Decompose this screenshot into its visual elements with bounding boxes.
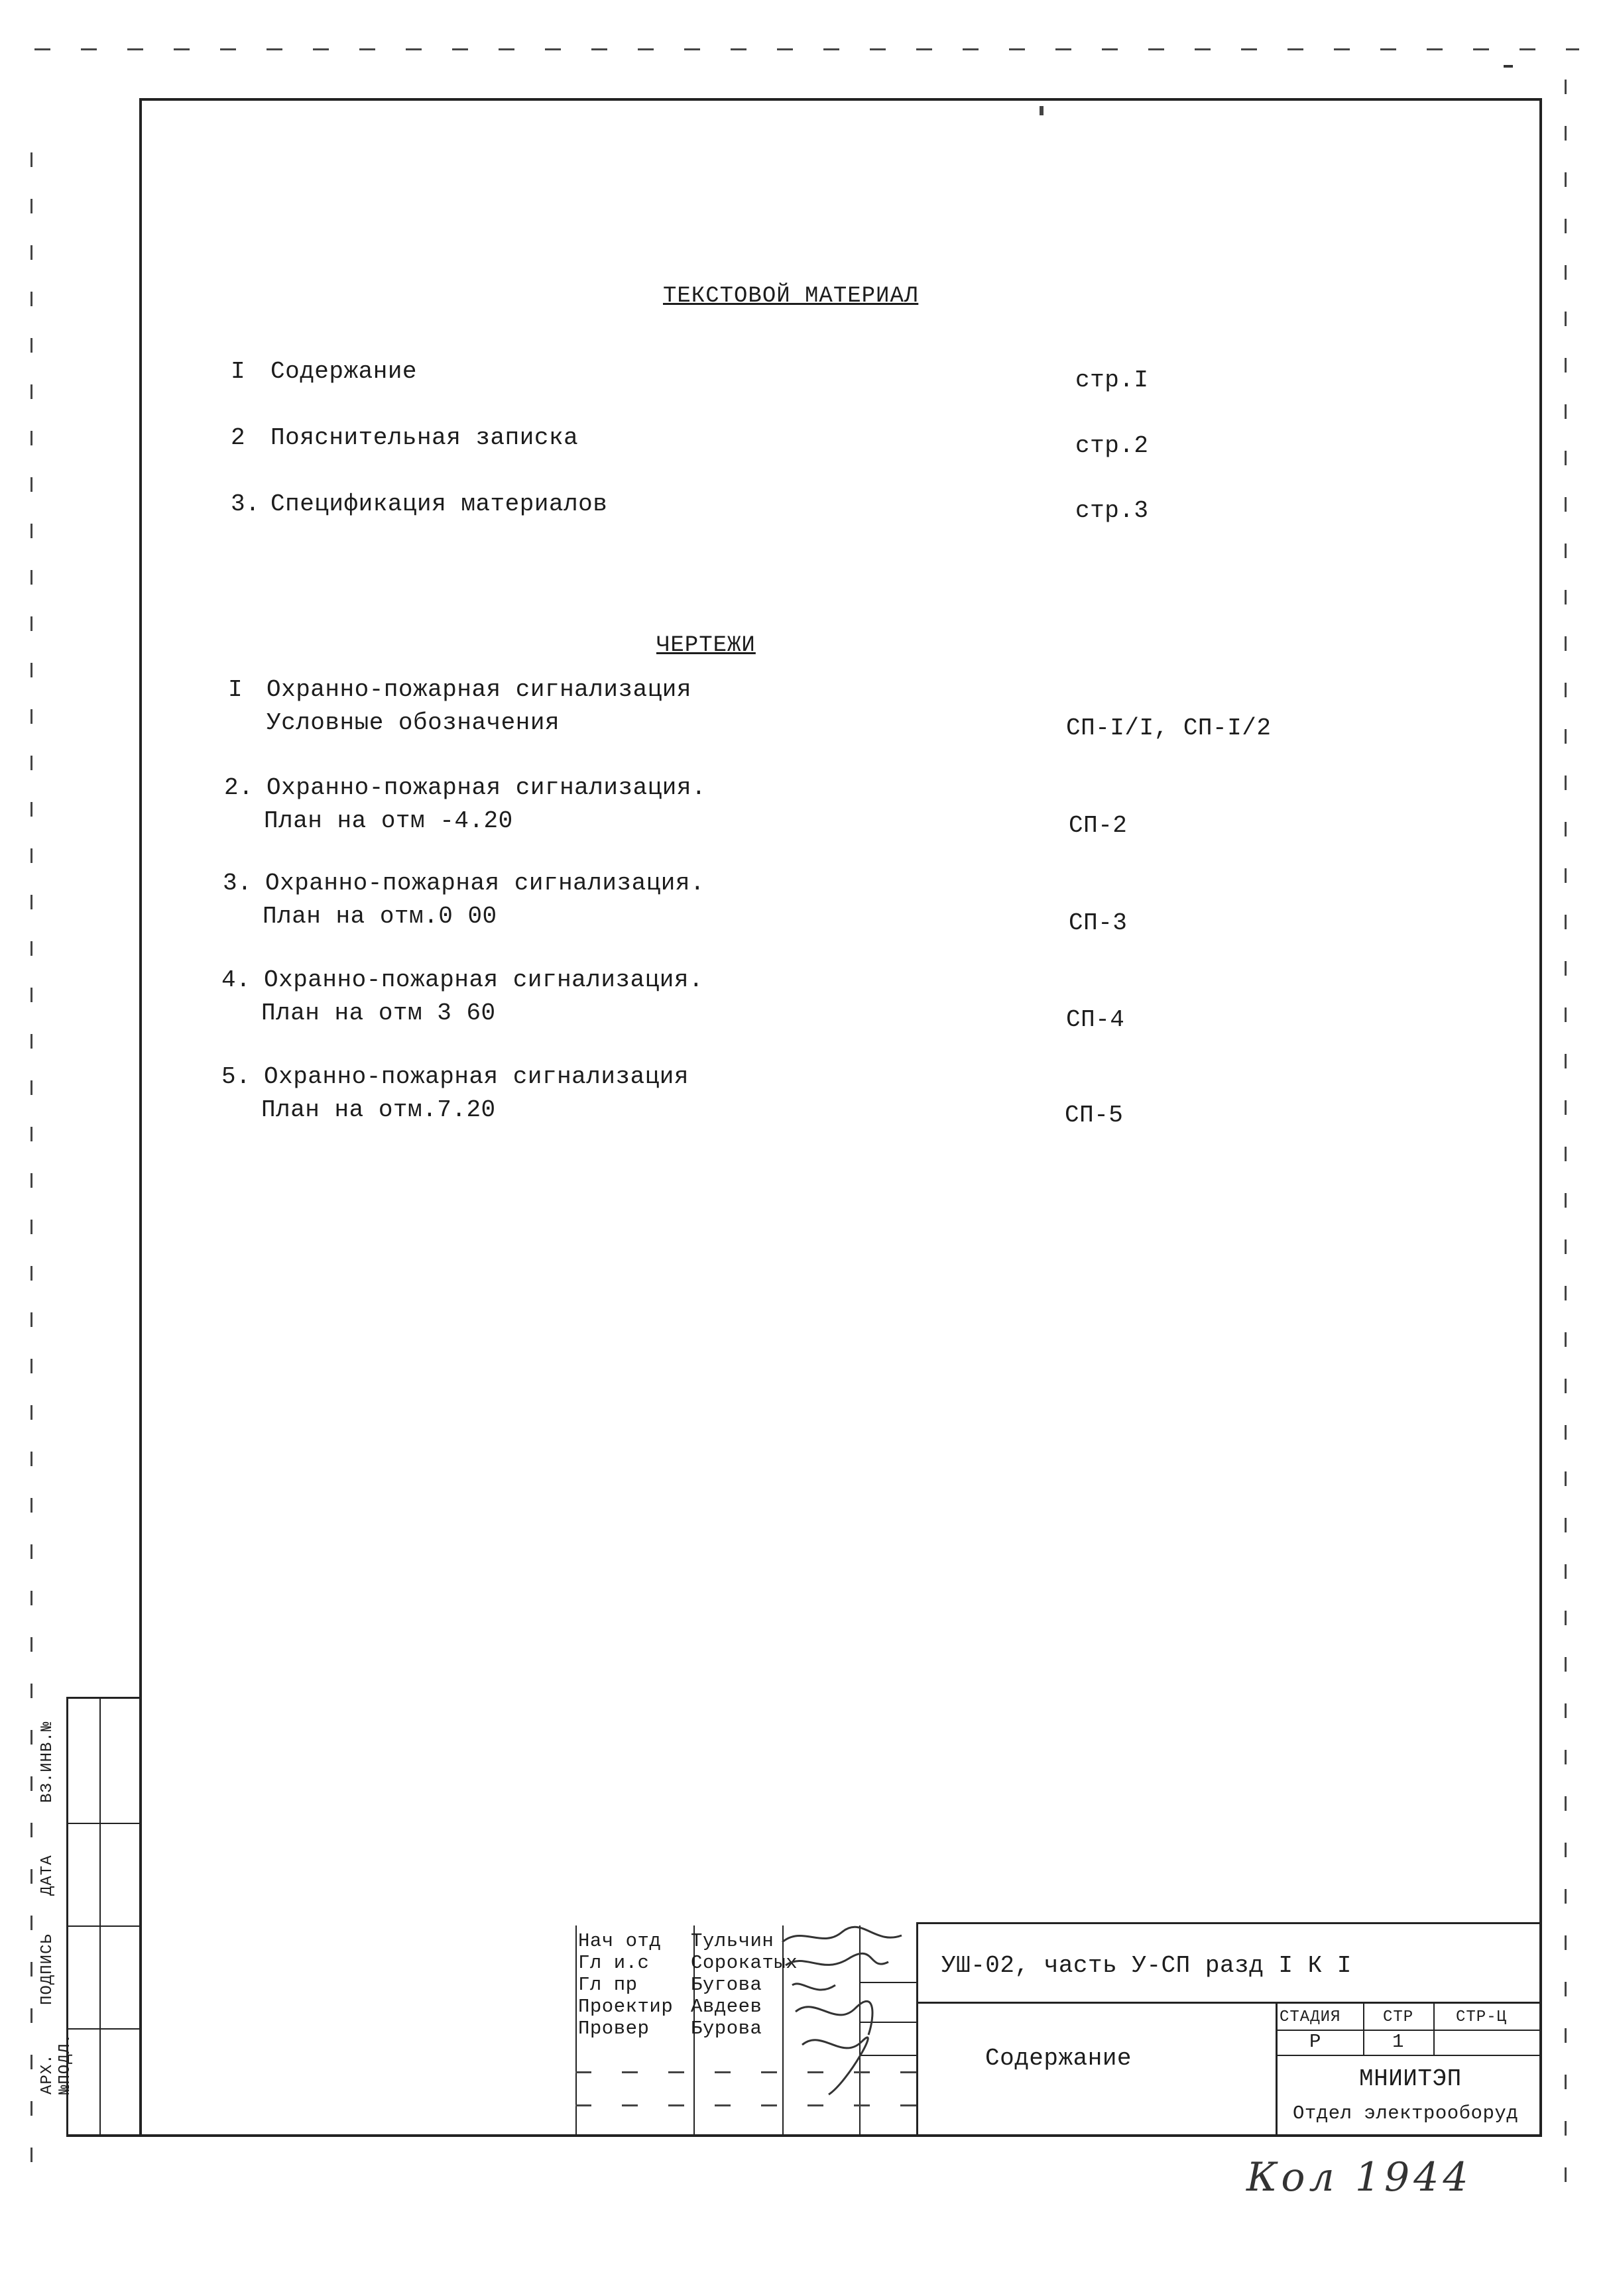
drawing-item-2-num: 2. — [224, 774, 254, 801]
drawings-section-heading: ЧЕРТЕЖИ — [656, 633, 756, 658]
side-stamp-mid — [99, 1697, 101, 2137]
signatory-5-role: Провер — [578, 2018, 650, 2039]
side-stamp-div3 — [66, 2028, 142, 2030]
drawing-item-2-line2: План на отм -4.20 — [264, 807, 513, 834]
text-item-3-page: стр.3 — [1075, 497, 1149, 524]
signatory-3-role: Гл пр — [578, 1974, 638, 1996]
drawing-item-5-num: 5. — [221, 1063, 251, 1090]
outer-border-right — [1565, 80, 1567, 2187]
drawing-item-5-line1: Охранно-пожарная сигнализация — [264, 1063, 689, 1090]
side-stamp-archive: АРХ.№ПОДЛ. — [38, 2033, 74, 2095]
text-item-2-num: 2 — [231, 424, 246, 451]
signatory-2-name: Сорокатых — [691, 1952, 798, 1974]
drawing-item-5-line2: План на отм.7.20 — [261, 1096, 496, 1123]
signatory-2-role: Гл и.с — [578, 1952, 650, 1974]
drawing-item-4-num: 4. — [221, 966, 251, 994]
tb-stage-label: СТАДИЯ — [1280, 2008, 1341, 2026]
drawing-item-1-line1: Охранно-пожарная сигнализация — [267, 676, 692, 703]
drawing-item-1-line2: Условные обозначения — [267, 709, 560, 736]
side-stamp-replace: ВЗ.ИНВ.№ — [38, 1721, 56, 1803]
handwritten-mark: Кол 1944 — [1246, 2154, 1472, 2201]
drawing-item-4-line1: Охранно-пожарная сигнализация. — [264, 966, 704, 994]
drawing-item-1-num: I — [228, 676, 243, 703]
text-item-1-num: I — [231, 358, 246, 385]
drawing-item-3-num: 3. — [223, 870, 253, 897]
tb-sheets-label: СТР-Ц — [1456, 2008, 1508, 2026]
drawing-item-3-line1: Охранно-пожарная сигнализация. — [265, 870, 705, 897]
side-stamp-date: ДАТА — [38, 1855, 56, 1896]
frame-left — [139, 98, 142, 2136]
drawing-item-5-code: СП-5 — [1065, 1102, 1124, 1129]
text-item-2-page: стр.2 — [1075, 432, 1149, 459]
tb-dept: Отдел электрооборуд — [1293, 2102, 1519, 2124]
drawing-item-4-code: СП-4 — [1066, 1006, 1125, 1033]
scan-speck-1 — [1504, 65, 1513, 68]
tb-info-left — [1276, 2002, 1278, 2136]
side-stamp-top — [66, 1697, 142, 1699]
text-item-3-num: 3. — [231, 490, 261, 518]
tb-stage-col1 — [1363, 2002, 1364, 2056]
frame-right — [1539, 98, 1542, 2136]
text-item-1-title: Содержание — [270, 358, 418, 385]
tb-doc-code: УШ-02, часть У-СП разд I К I — [941, 1952, 1352, 1979]
side-stamp-div2 — [66, 1925, 142, 1927]
outer-border-top — [34, 48, 1579, 50]
drawing-item-2-line1: Охранно-пожарная сигнализация. — [267, 774, 707, 801]
text-item-3-title: Спецификация материалов — [270, 490, 608, 518]
text-item-2-title: Пояснительная записка — [270, 424, 579, 451]
signatory-4-role: Проектир — [578, 1996, 674, 2018]
scan-speck-2 — [1040, 106, 1044, 115]
sig-table-left — [575, 1925, 577, 2134]
side-stamp-sign: ПОДПИСЬ — [38, 1933, 56, 2005]
drawing-item-2-code: СП-2 — [1069, 812, 1128, 839]
tb-stage-value: Р — [1309, 2031, 1321, 2053]
frame-bottom — [66, 2134, 1542, 2137]
signatory-1-name: Тульчин — [691, 1930, 774, 1952]
text-item-1-page: стр.I — [1075, 367, 1149, 394]
tb-org: МНИИТЭП — [1359, 2065, 1462, 2093]
drawing-item-3-line2: План на отм.0 00 — [263, 903, 497, 930]
signature-scribbles — [776, 1922, 922, 2121]
signatory-5-name: Бурова — [691, 2018, 762, 2039]
tb-sheet-value: 1 — [1392, 2031, 1404, 2053]
drawing-item-3-code: СП-3 — [1069, 909, 1128, 937]
tb-stage-col2 — [1433, 2002, 1435, 2056]
tb-sheet-label: СТР — [1383, 2008, 1414, 2026]
drawing-item-4-line2: План на отм 3 60 — [261, 1000, 496, 1027]
drawing-item-1-code: СП-I/I, СП-I/2 — [1066, 715, 1272, 742]
frame-top — [139, 98, 1542, 101]
tb-sheet-title: Содержание — [985, 2045, 1132, 2072]
side-stamp-div1 — [66, 1823, 142, 1824]
outer-border-left — [30, 152, 32, 2174]
signatory-1-role: Нач отд — [578, 1930, 662, 1952]
text-section-heading: ТЕКСТОВОЙ МАТЕРИАЛ — [663, 284, 919, 309]
signatory-4-name: Авдеев — [691, 1996, 762, 2018]
signatory-3-name: Бугова — [691, 1974, 762, 1996]
tb-mid-horizontal — [916, 2002, 1542, 2004]
tb-top-line — [916, 1922, 1542, 1924]
tb-stage-row2 — [1276, 2055, 1542, 2056]
